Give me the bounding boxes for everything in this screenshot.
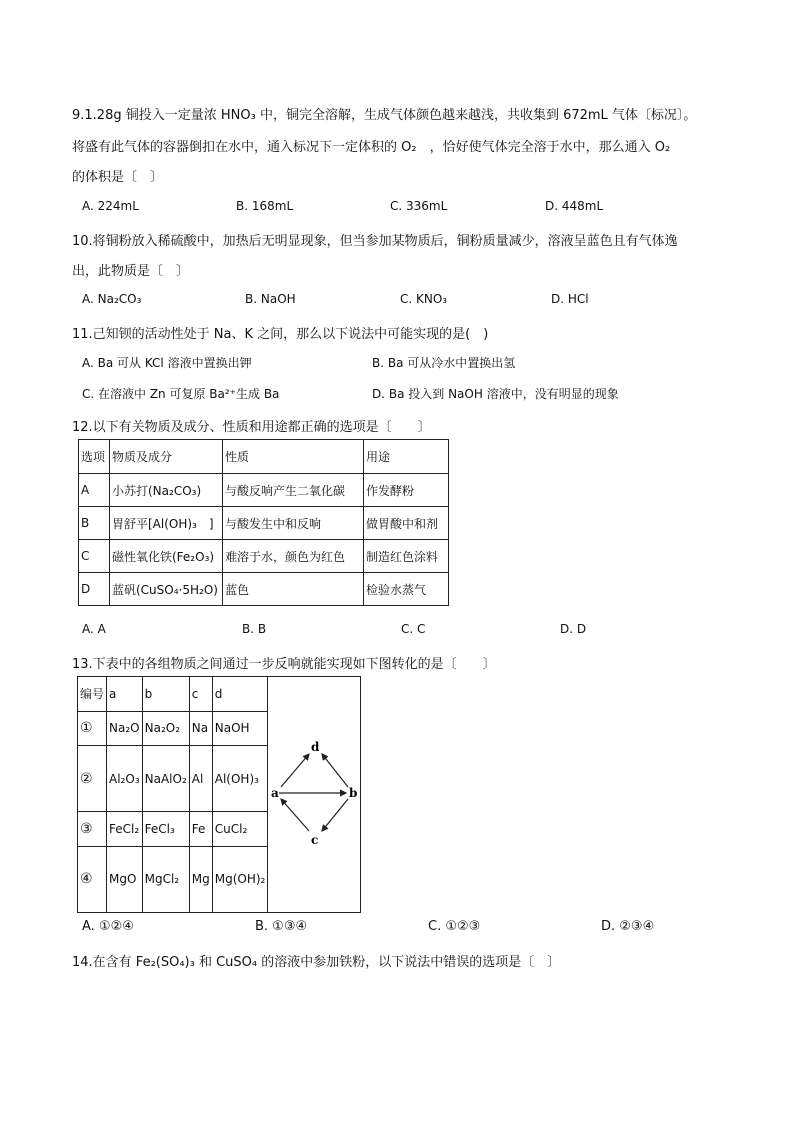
header-cell: d — [212, 677, 268, 712]
table-cell: NaAlO₂ — [142, 746, 189, 812]
table-cell: 小苏打(Na₂CO₃) — [110, 474, 223, 507]
table-cell: 与酸反响产生二氧化碳 — [223, 474, 364, 507]
table-cell: 蓝矾(CuSO₄·5H₂O) — [110, 573, 223, 606]
table-cell: Na₂O₂ — [142, 711, 189, 746]
q13-option-c: C. ①②③ — [428, 919, 481, 934]
q11-option-d: D. Ba 投入到 NaOH 溶液中，没有明显的现象 — [372, 387, 619, 401]
table-cell: 与酸发生中和反响 — [223, 507, 364, 540]
q10-option-b: B. NaOH — [245, 292, 296, 306]
q11-line1: 11.己知钡的活动性处于 Na、K 之间，那么以下说法中可能实现的是( ) — [72, 327, 489, 342]
q11-option-a: A. Ba 可从 KCl 溶液中置换出钾 — [82, 356, 252, 370]
q9-option-c: C. 336mL — [390, 199, 448, 213]
table-cell: MgCl₂ — [142, 846, 189, 912]
q12-table — [78, 439, 449, 606]
q12-line1: 12.以下有关物质及成分、性质和用途都正确的选项是〔 〕 — [72, 420, 431, 435]
table-cell: B — [79, 507, 110, 540]
table-cell: Na₂O — [107, 711, 143, 746]
q13-option-b: B. ①③④ — [255, 919, 308, 934]
table-row — [79, 507, 449, 540]
header-cell: c — [189, 677, 212, 712]
q9-option-d: D. 448mL — [545, 199, 604, 213]
table-cell: 难溶于水，颜色为红色 — [223, 540, 364, 573]
table-row — [79, 540, 449, 573]
table-cell: ③ — [78, 812, 107, 847]
header-cell: 性质 — [223, 440, 364, 474]
table-cell: 检验水蒸气 — [364, 573, 449, 606]
node-a: a — [271, 786, 280, 800]
table-cell: Mg(OH)₂ — [212, 846, 268, 912]
table-cell: FeCl₂ — [107, 812, 143, 847]
q10-line1: 10.将铜粉放入稀硫酸中，加热后无明显现象，但当参加某物质后，铜粉质量减少，溶液呈蓝色且有气体逸 — [72, 234, 678, 249]
table-cell: Mg — [189, 846, 212, 912]
arrow-b-to-d — [322, 754, 348, 787]
table-cell: Fe — [189, 812, 212, 847]
q10-line2: 出，此物质是〔 〕 — [72, 264, 190, 279]
table-cell: C — [79, 540, 110, 573]
header-cell: a — [107, 677, 143, 712]
arrow-c-to-a — [281, 799, 309, 831]
q9-line2: 将盛有此气体的容器倒扣在水中，通入标况下一定体积的 O₂ ，恰好使气体完全溶于水中，那么通入 O₂ — [72, 140, 671, 155]
table-cell: Na — [189, 711, 212, 746]
q9-line3: 的体积是〔 〕 — [72, 170, 164, 185]
q12-option-c: C. C — [401, 622, 426, 636]
table-cell: ② — [78, 746, 107, 812]
table-cell: 做胃酸中和剂 — [364, 507, 449, 540]
table-cell: 磁性氧化铁(Fe₂O₃) — [110, 540, 223, 573]
q11-option-b: B. Ba 可从冷水中置换出氢 — [372, 356, 516, 370]
table-cell: Al — [189, 746, 212, 812]
q9-line1: 9.1.28g 铜投入一定量浓 HNO₃ 中，铜完全溶解，生成气体颜色越来越浅，共收集到 672mL 气体〔标况〕。 — [72, 108, 697, 123]
node-d: d — [311, 740, 320, 754]
table-cell: MgO — [107, 846, 143, 912]
conversion-diagram — [268, 677, 360, 909]
node-b: b — [349, 786, 358, 800]
table-cell: CuCl₂ — [212, 812, 268, 847]
table-cell: ④ — [78, 846, 107, 912]
q10-option-c: C. KNO₃ — [400, 292, 448, 306]
q14-line1: 14.在含有 Fe₂(SO₄)₃ 和 CuSO₄ 的溶液中参加铁粉，以下说法中错误的选项是〔 〕 — [72, 955, 561, 970]
node-c: c — [311, 833, 319, 847]
table-cell: 作发酵粉 — [364, 474, 449, 507]
table-cell: D — [79, 573, 110, 606]
table-cell: A — [79, 474, 110, 507]
table-cell: ① — [78, 711, 107, 746]
table-header-row — [78, 677, 361, 712]
q13-table — [77, 676, 361, 913]
table-cell: 胃舒平[Al(OH)₃ ] — [110, 507, 223, 540]
table-cell: FeCl₃ — [142, 812, 189, 847]
arrow-a-to-d — [281, 754, 309, 787]
header-cell: 物质及成分 — [110, 440, 223, 474]
table-row — [79, 573, 449, 606]
q9-option-b: B. 168mL — [236, 199, 294, 213]
arrow-b-to-c — [322, 799, 348, 831]
q12-option-b: B. B — [242, 622, 267, 636]
header-cell: 编号 — [78, 677, 107, 712]
q13-line1: 13.下表中的各组物质之间通过一步反响就能实现如下图转化的是〔 〕 — [72, 657, 496, 672]
table-cell: Al(OH)₃ — [212, 746, 268, 812]
table-cell: 蓝色 — [223, 573, 364, 606]
q11-option-c: C. 在溶液中 Zn 可复原 Ba²⁺生成 Ba — [82, 387, 280, 401]
q13-option-a: A. ①②④ — [82, 919, 134, 934]
q10-option-a: A. Na₂CO₃ — [82, 292, 142, 306]
q9-option-a: A. 224mL — [82, 199, 139, 213]
header-cell: 选项 — [79, 440, 110, 474]
table-cell: Al₂O₃ — [107, 746, 143, 812]
header-cell: 用途 — [364, 440, 449, 474]
q13-option-d: D. ②③④ — [601, 919, 655, 934]
table-cell: 制造红色涂料 — [364, 540, 449, 573]
q12-option-a: A. A — [82, 622, 106, 636]
table-cell: NaOH — [212, 711, 268, 746]
table-header-row — [79, 440, 449, 474]
diagram-cell — [268, 677, 361, 913]
q10-option-d: D. HCl — [551, 292, 589, 306]
table-row — [79, 474, 449, 507]
header-cell: b — [142, 677, 189, 712]
q12-option-d: D. D — [560, 622, 587, 636]
